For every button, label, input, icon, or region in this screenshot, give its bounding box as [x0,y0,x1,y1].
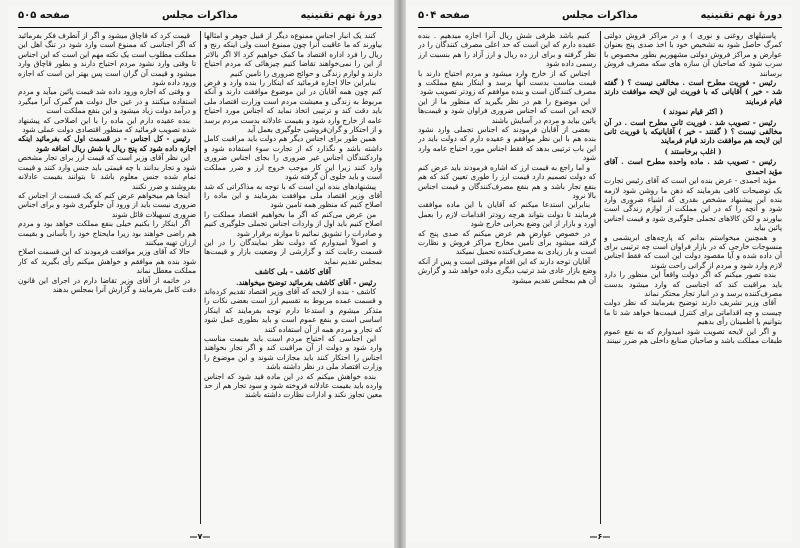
paragraph: بنابراین استدعا میکنم که آقایان با این ماده موافقت فرمایند تا دولت بتواند هرچه زودتر اقدامات لازم را بعمل آورد و بازار از این وضع بحرانی خارج شود [418,200,596,229]
speaker-paragraph: رئیس - آقای کاشف بفرمائید توضیح میخواهند. [235,277,376,287]
paragraph: حالا که آقای وزیر موافقت فرمودند که این قسمت اصلاح شود بنده هم موافقم و خواهش میکنم رأی بگیرید که کار مملکت معطل نماند [18,247,196,276]
paragraph: آقای وزیر تشریف دارند توضیح بفرمایند که نظر دولت چیست و چه اقداماتی برای کنترل قیمت‌ها خواهد شد تا ما بتوانیم با اطمینان رأی بدهیم [604,298,782,327]
left-column-divider [200,31,201,524]
paragraph: و وقتی که اجازه ورود داده شد قیمت پائین میآید و مردم استفاده میکنند و در عین حال دولت هم گمرک آنرا میگیرد و درآمد دولت زیاد میشود و این بنفع مملکت است [18,87,196,116]
speaker-paragraph: رئیس - فوریت مطرح است . مخالفی نیست ؟ ( گفته شد - خیر ) آقایانی که با فوریت این لایحه موافقت دارند قیام فرمایند [604,78,782,106]
paragraph: این اجناسی که احتیاج مردم است باید بقیمت مناسب وارد شود و دولت از آن مراقبت کند و اگر تجار بخواهند اجناس را احتکار کنند باید مجازات شوند و این موضوع را وزارت اقتصاد ملی در نظر داشته باشد [204,334,382,372]
right-page-header [418,6,782,26]
right-page-number: صفحه ۵۰۴ [418,10,470,21]
right-column-left [418,31,596,524]
paragraph: آقایان توجه دارند که این اقدام موقتی است و پس از آنکه وضع بازار عادی شد ترتیب دیگری داده خواهد شد و گزارش آن هم بمجلس تقدیم میشود [418,256,596,285]
paragraph: بعضی از آقایان فرمودند که اجناس تجملی وارد نشود بنده هم با این نظر موافقم و عقیده دارم که دولت باید در این باب ترتیبی بدهد که فقط اجناس مورد احتیاج عامه وارد شود [418,125,596,163]
left-body [18,31,382,524]
left-page-number: صفحه ۵۰۵ [18,10,70,21]
left-header-rule [18,27,382,28]
paragraph: کنند یک انبار اجناس ممنوع‌ه دیگر از قبیل جوهر و امثالها بیاورند که ما عاقبت آنرا چون ممنوع است ولی اینکه رنج و ریال را فرد اداره اقتصاد ما کمک خواهیم کرد الا اگر بالاتر از این را نمی‌خواهند تقاضا کنیم چیزهائی که مردم احتیاج دارند و لوازم زندگی و حوائج ضروری را تامین کنیم [204,31,382,78]
paragraph: و همچنین میخواستم بدانم که پارچه‌های ابریشمی و منسوجات خارجی که در بازار فراوان است چه ترتیبی برای آن داده شده و آیا مقصود دولت این است که فقط اجناس لازم وارد شود و مردم از گرانی راحت شوند [604,232,782,270]
paragraph: قیمت کرد که قاچاق میشود و اگر از آنطرف فکر بفرمائید که اگر اجناسی که ممنوع است وارد شود در تنگ اهل این مملکت مطلوب است یک نکته مهم این است که این اجناس تا وقتی وارد نشود مردم احتیاج دارند و بطور قاچاق وارد میشود و قیمت آن گران است پس بهتر این است که اجازه ورود داده شود [18,31,196,88]
left-page [8,6,392,542]
paragraph: کنیم باشد ظرفی شش ریال آنرا اجازه میدهیم . بنده عقیده دارم که این است که حد اعلی مصرف کنندگان را در نظر گرفته و برای ارز ده ریال و ارز آزاد را هم بنسبت ارز رسمی داده شود [418,31,596,69]
left-column-right [204,31,382,524]
right-title: مذاکرات مجلس [561,10,638,21]
centered-note: ( اکثر قیام نمودند ) [662,107,724,117]
paragraph: پاستیلهای روغنی و نوری ) و در مراکز فروش دولتی کمرگ حاصل شود به تشخیص خود با اخذ صدی پنج بعنوان عوارض و مراکز فروش دولتی مشهوریم بطور مخصوص با سرب شود که صاحبان آن سازه های سکه مصرف فروش برسانند [604,31,782,78]
paragraph: بنده عقیده دارم این ماده را با این اصلاحی که پیشنهاد شده تصویب فرمائید که منظور اقتصادی دولت عملی شود [18,115,196,135]
paragraph: همین طور برای اجناس دیگر هم دولت باید مراقبت کامل داشته باشد و نگذارد که از تجارت سوء استفاده شود و واردکنندگان اجناس غیر ضروری را بجای اجناس ضروری وارد کنند زیرا این کار موجب خروج ارز و ضرر مملکت است و باید جلوی آن گرفته شود [204,134,382,182]
paragraph: و اگر این لایحه تصویب شود امیدوارم که به نفع عموم طبقات مملکت باشد و صاحبان صنایع داخلی هم ضرر نبینند [604,326,782,345]
right-session-label: دورهٔ نهم تقنینیه [700,10,782,21]
centered-note: آقای کاشف - بلی کاشف [255,267,331,277]
speaker-paragraph: رئیس - تصویب شد . ماده واحده مطرح است . آقای مؤید احمدی [604,157,782,176]
paragraph: من عرض می‌کنم که اگر ما بخواهیم اقتصاد مملکت را اصلاح کنیم باید اول از واردات اجناس تجملی جلوگیری کنیم و صادرات را تشویق نمائیم تا موازنه برقرار شود [204,209,382,238]
right-footer: —۶— [589,532,611,541]
right-column-divider [600,31,601,524]
right-header-rule [418,27,782,28]
right-body [418,31,782,524]
paragraph: در خصوص عوارض هم عرض میکنم که صدی پنج که گرفته میشود برای تأمین مخارج مراکز فروش و نظارت است و بار زیادی به مصرف‌کننده تحمیل نمیکند [418,228,596,257]
left-footer: —۷— [189,532,211,541]
paragraph: اجناس که از خارج وارد میشود و مردم احتیاج دارند با قیمت مناسب بدست آنها برسد و اینکار بنفع مملکت و مصرف کنندگان است و بنده موافقم که زودتر تصویب شود [418,68,596,97]
paragraph: اینجا هم میخواهم عرض کنم که یک قسمت از اجناس که ضروری نیست باید از ورود آن جلوگیری شود و برای اجناس ضروری تسهیلات قائل شوند [18,190,196,219]
right-page [408,6,792,542]
left-page-header [18,6,382,26]
paragraph: اگر اینکار را بکنیم خیلی بنفع مملکت خواهد بود و مردم هم راضی خواهند بود زیرا مایحتاج خود را بآسانی و بقیمت ارزان تهیه میکنند [18,219,196,247]
paragraph: بنابراین حالا اجازه فرمائید که اینکار را بنده وارد و فرض کنم چون همه آقایان در این موضوع موافقت دارند و آنکه مربوط به زندگی و معیشت مردم است وزارت اقتصاد ملی باید دقت کند و ترتیبی اتخاذ نماید که اجناس مورد احتیاج عامه از خارج وارد شود و بقیمت عادلانه بدست مردم برسد و از احتکار و گران‌فروشی جلوگیری بعمل آید [204,78,382,135]
left-title: مذاکرات مجلس [161,10,238,21]
left-session-label: دورهٔ نهم تقنینیه [300,10,382,21]
paragraph: کاشف - بنده از لایحه که آقای وزیر اقتصاد تقدیم کرده‌اند و قسمت عمده مربوط به تقسیم ارز است بعضی نکات را متذکر میشوم و استدعا دارم توجه بفرمایند که اینکار اساسی است و بنفع عموم است و باید بطوری عمل شود که تجار و مردم همه از آن استفاده کنند [204,286,382,334]
paragraph: و اصولاً امیدوارم که دولت نظر نمایندگان را در این قسمت رعایت کند و گزارشی از وضعیت بازار و قیمت‌ها بمجلس تقدیم نماید [204,237,382,266]
speaker-paragraph: رئیس - کل اجناس - در قسمت اول که بفرمائید اینکه اجازه داده شود که پنج ریال یا شش ریال اضافه شود [18,134,196,153]
paragraph: بنده تصور میکنم که اگر دولت واقعاً این منظور را دارد باید مراقبت کند که اجناسی که وارد میشود بدست مصرف‌کننده برسد و در انبار تجار محتکر نماند [604,270,782,298]
paragraph: پیشنهادهای بنده این است که با توجه به مذاکراتی که شد آقای وزیر اقتصاد ملی موافقت بفرمایند و این ماده را اصلاح کنیم که منظور همه تامین شود [204,181,382,210]
paragraph: در خاتمه از آقای وزیر تقاضا دارم در اجرای این قانون دقت کامل بفرمایند و گزارش آنرا بمجلس بدهند [18,275,196,294]
book-gutter [394,0,406,548]
left-column-left [18,31,196,524]
centered-note: ( اغلب برخاستند ) [664,146,722,156]
paragraph: و اما راجع به قیمت ارز که اشاره فرمودند باید عرض کنم که دولت تصمیم دارد قیمت ارز را طوری تعیین کند که هم بنفع تجار باشد و هم بنفع مصرف‌کنندگان و قیمت اجناس بالا نرود [418,162,596,200]
paragraph: بنده خواهش میکنم که در این ماده قید شود که اجناس وارده باید بقیمت عادلانه فروخته شود و سود تجار هم از حد معین تجاوز نکند و ادارات نظارت داشته باشند [204,371,382,400]
speaker-paragraph: رئیس - تصویب شد . فوریت ثانی مطرح است . در آن مخالفی نیست ؟ ( گفتند - خیر ) آقایانیکه با فوریت ثانی این لایحه هم موافقت دارند قیام فرمایند [604,117,782,146]
paragraph: این نظر آقای وزیر است که قیمت ارز برای تجار مشخص شود و تجار بدانند با چه قیمتی باید جنس وارد کنند و قیمت تمام شده جنس معلوم باشد تا بتوانند بقیمت عادلانه بفروشند و ضرر نکنند [18,153,196,191]
paragraph: مؤید احمدی - عرض بنده این است که آقای رئیس تجارت یک توضیحات کافی بفرمایند که ذهن ما روشن شود لازمه بنده این پیشنهاد مشخص بقدری که اشیاء ضروری وارد شود و آنچه را که در این مملکت از لوازم زندگی است بیاورند و لکن کالاهای تجملی جلوگیری شود و قیمت اجناس پائین بیاید [604,176,782,233]
right-column-right [604,31,782,524]
paragraph: این موضوع را هم در نظر بگیرید که منظور ما از این لایحه این است که اجناس ضروری فراوان شود و قیمت‌ها پائین بیاید و مردم در آسایش باشند [418,96,596,125]
